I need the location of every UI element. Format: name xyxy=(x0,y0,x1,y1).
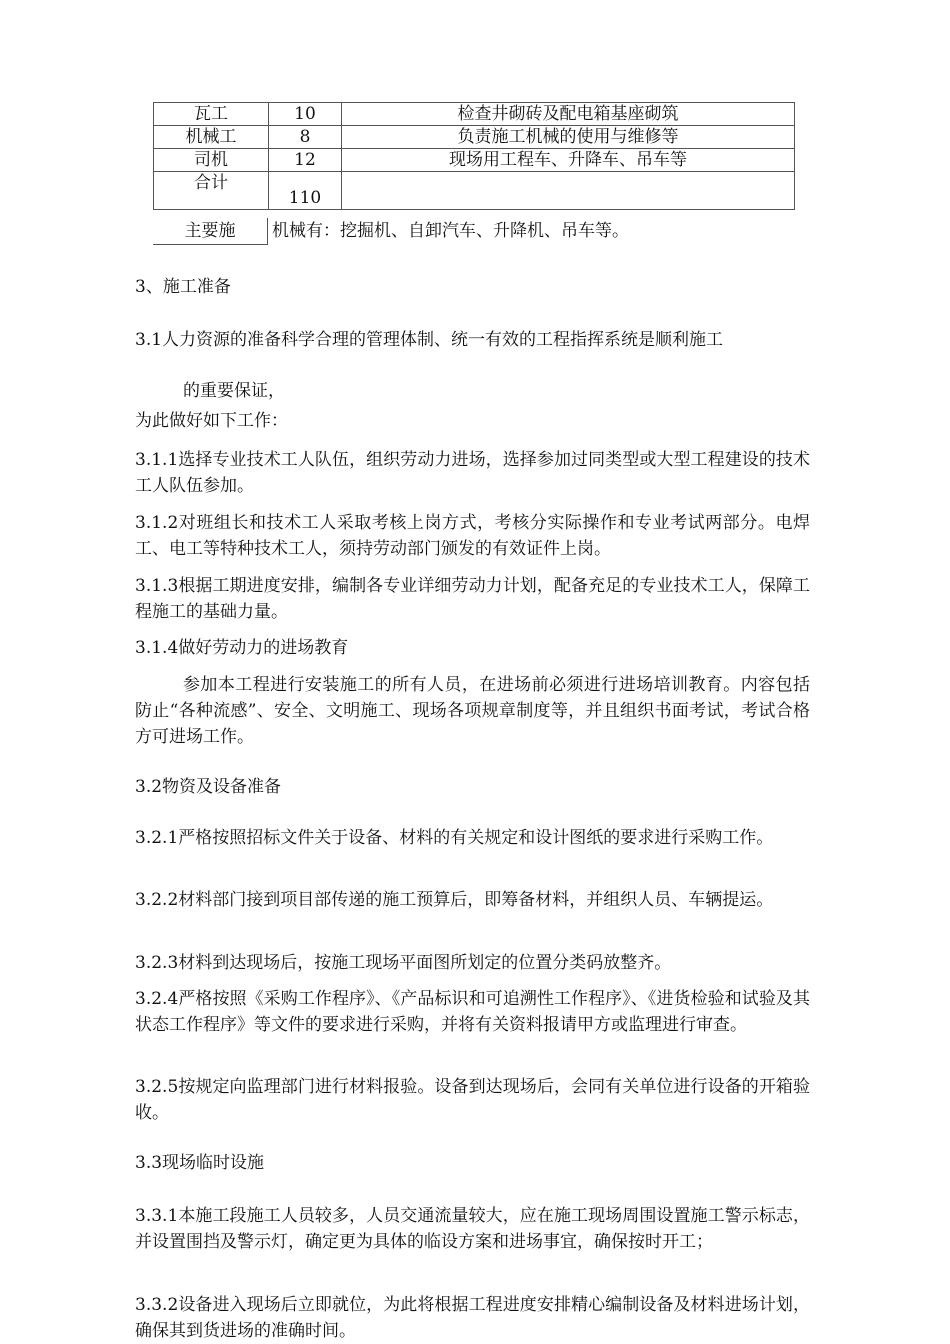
empty-cell xyxy=(342,172,795,210)
duty-cell: 检查井砌砖及配电箱基座砌筑 xyxy=(342,103,795,126)
total-value: 110 xyxy=(269,172,342,210)
paragraph: 3.1.2对班组长和技术工人采取考核上岗方式，考核分实际操作和专业考试两部分。电焊工、电工等特种技术工人，须持劳动部门颁发的有效证件上岗。 xyxy=(135,513,810,559)
section-heading: 3.2物资及设备准备 xyxy=(135,777,282,797)
paragraph: 3.2.4严格按照《采购工作程序》、《产品标识和可追溯性工作程序》、《进货检验和试验及其状态工作程序》等文件的要求进行采购，并将有关资料报请甲方或监理进行审查。 xyxy=(135,989,810,1035)
section-heading: 3.3现场临时设施 xyxy=(135,1153,265,1173)
paragraph: 3.1人力资源的准备科学合理的管理体制、统一有效的工程指挥系统是顺利施工 xyxy=(135,330,724,350)
count-cell: 10 xyxy=(269,103,342,126)
paragraph: 3.2.2材料部门接到项目部传递的施工预算后，即筹备材料，并组织人员、车辆提运。 xyxy=(135,890,774,910)
paragraph: 的重要保证， xyxy=(183,381,285,401)
total-label: 合计 xyxy=(154,172,269,210)
paragraph: 3.2.5按规定向监理部门进行材料报验。设备到达现场后，会同有关单位进行设备的开箱验收。 xyxy=(135,1077,810,1123)
paragraph: 3.3.2设备进入现场后立即就位，为此将根据工程进度安排精心编制设备及材料进场计划，确保其到货进场的准确时间。 xyxy=(135,1295,810,1341)
count-cell: 12 xyxy=(269,149,342,172)
paragraph: 3.2.1严格按照招标文件关于设备、材料的有关规定和设计图纸的要求进行采购工作。 xyxy=(135,828,774,848)
equipment-line xyxy=(153,218,813,245)
count-cell: 8 xyxy=(269,126,342,149)
paragraph: 为此做好如下工作： xyxy=(135,411,288,431)
trade-cell: 瓦工 xyxy=(154,103,269,126)
duty-cell: 负责施工机械的使用与维修等 xyxy=(342,126,795,149)
paragraph: 参加本工程进行安装施工的所有人员，在进场前必须进行进场培训教育。内容包括防止“各种流感”、安全、文明施工、现场各项规章制度等，并且组织书面考试，考试合格方可进场工作。 xyxy=(135,675,810,747)
table-row xyxy=(154,126,795,149)
trade-cell: 司机 xyxy=(154,149,269,172)
table-row xyxy=(154,149,795,172)
paragraph: 3.1.4做好劳动力的进场教育 xyxy=(135,638,349,658)
staffing-table xyxy=(153,102,795,210)
section-heading: 3、施工准备 xyxy=(135,277,231,297)
equipment-value: 机械有：挖掘机、自卸汽车、升降机、吊车等。 xyxy=(272,221,629,241)
paragraph: 3.1.3根据工期进度安排，编制各专业详细劳动力计划，配备充足的专业技术工人，保障工程施工的基础力量。 xyxy=(135,576,810,622)
table-row xyxy=(154,103,795,126)
paragraph: 3.3.1本施工段施工人员较多，人员交通流量较大，应在施工现场周围设置施工警示标志，并设置围挡及警示灯，确定更为具体的临设方案和进场事宜，确保按时开工； xyxy=(135,1206,810,1252)
paragraph: 3.1.1选择专业技术工人队伍，组织劳动力进场，选择参加过同类型或大型工程建设的技术工人队伍参加。 xyxy=(135,450,810,496)
paragraph: 3.2.3材料到达现场后，按施工现场平面图所划定的位置分类码放整齐。 xyxy=(135,953,672,973)
trade-cell: 机械工 xyxy=(154,126,269,149)
total-row xyxy=(154,172,795,210)
equipment-label: 主要施 xyxy=(153,218,268,245)
duty-cell: 现场用工程车、升降车、吊车等 xyxy=(342,149,795,172)
